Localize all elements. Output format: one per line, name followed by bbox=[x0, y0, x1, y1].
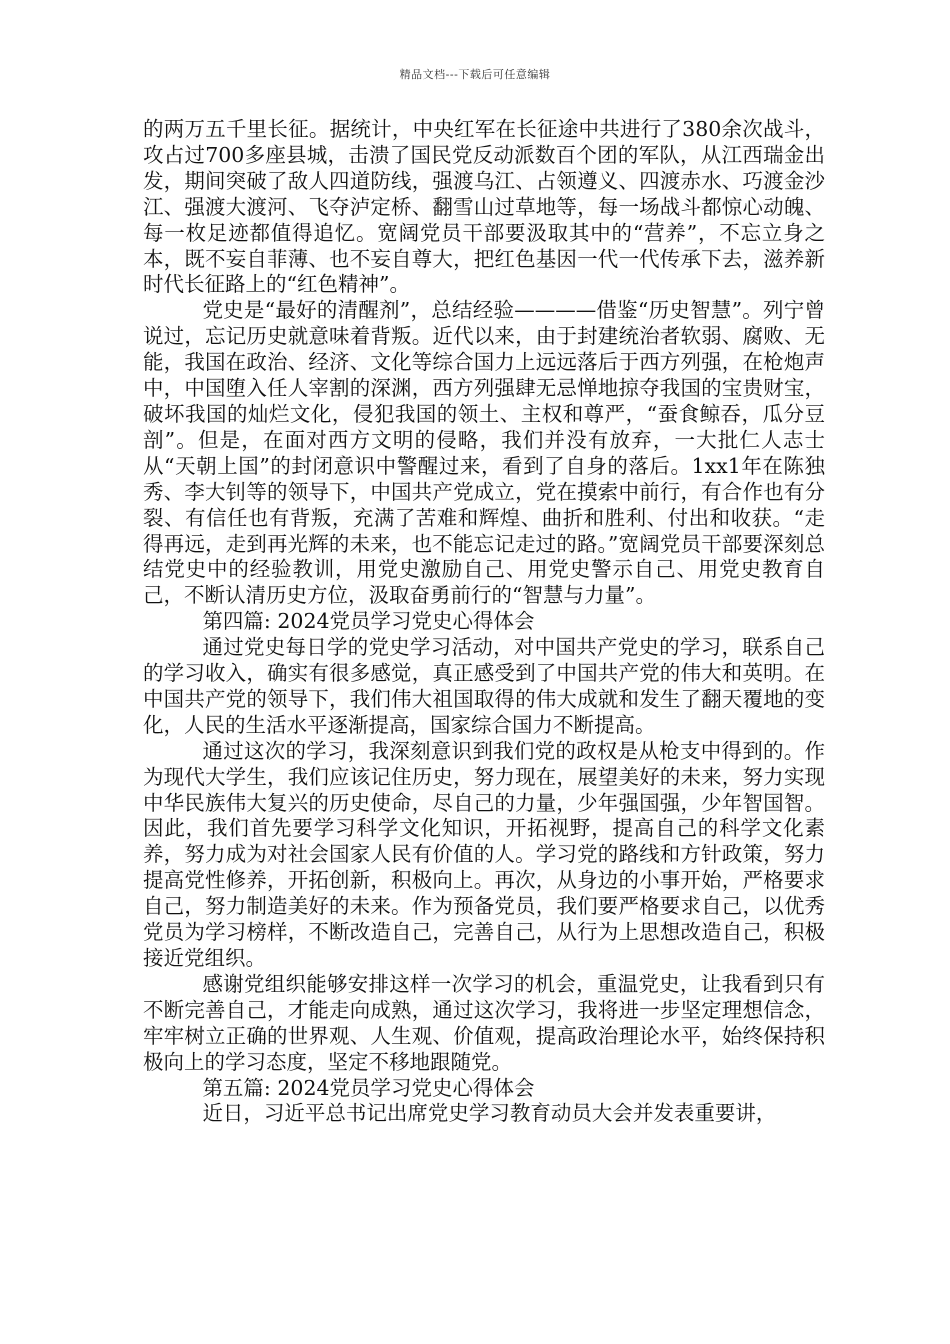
section-heading-5: 第五篇: 2024党员学习党史心得体会 bbox=[202, 1075, 535, 1100]
paragraph-4: 通过这次的学习，我深刻意识到我们党的政权是从枪支中得到的。作为现代大学生，我们应该记住历史，努力现在，展望美好的未来，努力实现中华民族伟大复兴的历史使命，尽自己的力量，少年强国强，少年智国智。因此，我们首先要学习科学文化知识，开拓视野，提高自己的科学文化素养，努力成为对社会国家人民有价值的人。学习党的路线和方针政策，努力提高党性修养，开拓创新，积极向上。再次，从身边的小事开始，严格要求自己，努力制造美好的未来。作为预备党员，我们要严格要求自己，以优秀党员为学习榜样，不断改造自己，完善自己，从行为上思想改造自己，积极接近党组织。 bbox=[143, 738, 825, 970]
paragraph-1: 的两万五千里长征。据统计，中央红军在长征途中共进行了380余次战斗，攻占过700多座县城，击溃了国民党反动派数百个团的军队，从江西瑞金出发，期间突破了敌人四道防线，强渡乌江、占领遵义、四渡赤水、巧渡金沙江、强渡大渡河、飞夺泸定桥、翻雪山过草地等，每一场战斗都惊心动魄、每一枚足迹都值得追忆。宽阔党员干部要汲取其中的“营养”，不忘立身之本，既不妄自菲薄、也不妄自尊大，把红色基因一代一代传承下去，滋养新时代长征路上的“红色精神”。 bbox=[143, 117, 825, 297]
section-heading-4: 第四篇: 2024党员学习党史心得体会 bbox=[202, 609, 535, 634]
paragraph-5: 感谢党组织能够安排这样一次学习的机会，重温党史，让我看到只有不断完善自己，才能走向成熟，通过这次学习，我将进一步坚定理想信念，牢牢树立正确的世界观、人生观、价值观，提高政治理论水平，始终保持积极向上的学习态度，坚定不移地跟随党。 bbox=[143, 971, 825, 1074]
page-header: 精品文档---下载后可任意编辑 bbox=[399, 68, 551, 81]
paragraph-3: 通过党史每日学的党史学习活动，对中国共产党史的学习，联系自己的学习收入，确实有很多感觉，真正感受到了中国共产党的伟大和英明。在中国共产党的领导下，我们伟大祖国取得的伟大成就和发生了翻天覆地的变化，人民的生活水平逐渐提高，国家综合国力不断提高。 bbox=[143, 635, 825, 737]
paragraph-2: 党史是“最好的清醒剂”，总结经验————借鉴“历史智慧”。列宁曾说过，忘记历史就意味着背叛。近代以来，由于封建统治者软弱、腐败、无能，我国在政治、经济、文化等综合国力上远远落后于西方列强，在枪炮声中，中国堕入任人宰割的深渊，西方列强肆无忌惮地掠夺我国的宝贵财宝，破坏我国的灿烂文化，侵犯我国的领土、主权和尊严，“蚕食鲸吞，瓜分豆剖”。但是，在面对西方文明的侵略，我们并没有放弃，一大批仁人志士从“天朝上国”的封闭意识中警醒过来，看到了自身的落后。1xx1年在陈独秀、李大钊等的领导下，中国共产党成立，党在摸索中前行，有合作也有分裂、有信任也有背叛，充满了苦难和辉煌、曲折和胜利、付出和收获。“走得再远，走到再光辉的未来，也不能忘记走过的路。”宽阔党员干部要深刻总结党史中的经验教训，用党史激励自己、用党史警示自己、用党史教育自己，不断认清历史方位，汲取奋勇前行的“智慧与力量”。 bbox=[143, 298, 825, 608]
document-body bbox=[143, 117, 825, 1127]
paragraph-6: 近日，习近平总书记出席党史学习教育动员大会并发表重要讲， bbox=[202, 1101, 777, 1126]
